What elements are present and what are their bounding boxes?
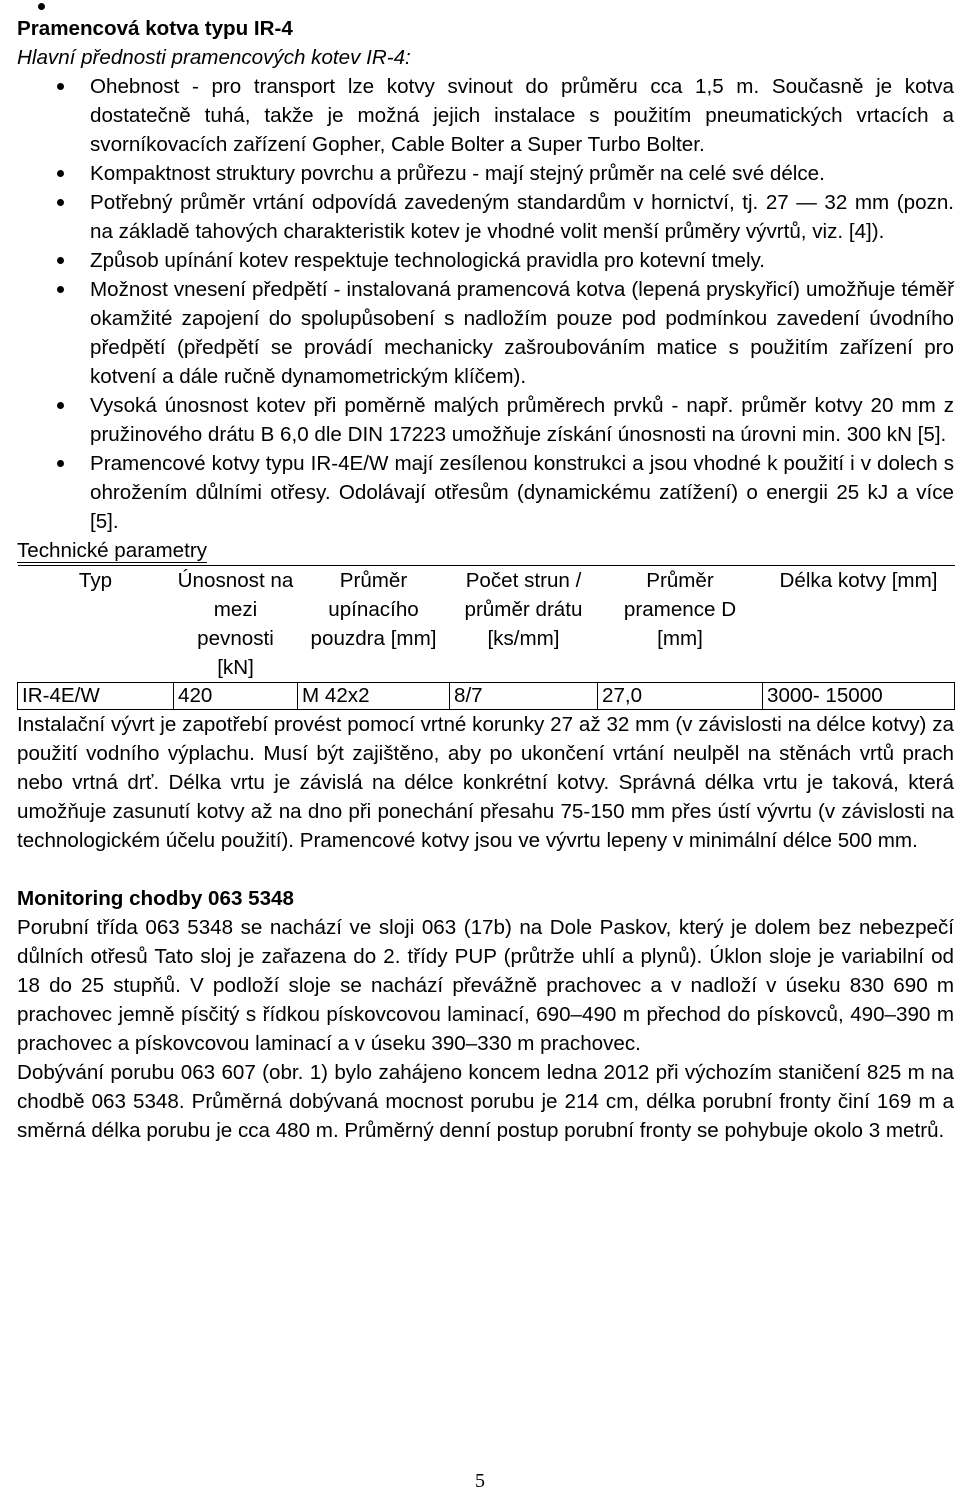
list-item: Kompaktnost struktury povrchu a průřezu - mají stejný průměr na celé své délce. [17, 159, 954, 188]
document-page [17, 14, 954, 1145]
table-header-row [18, 566, 955, 683]
bullet-icon [57, 199, 64, 206]
bullet-icon [57, 402, 64, 409]
parameters-title: Technické parametry [17, 539, 207, 562]
table-cell: 27,0 [598, 683, 763, 710]
bullet-icon [57, 83, 64, 90]
advantages-list [17, 72, 954, 536]
table-cell: M 42x2 [298, 683, 450, 710]
monitoring-paragraph: Dobývání porubu 063 607 (obr. 1) bylo zahájeno koncem ledna 2012 při výchozím staničení 825 m na chodbě 063 5348. Průměrná dobývaná mocnost porubu je 214 cm, délka porubní fronty činí 169 m a směrná délka porubu je cca 480 m. Průměrný denní postup porubní fronty se pohybuje okolo 3 metrů. [17, 1061, 954, 1142]
parameters-table [17, 565, 955, 710]
bullet-icon [38, 3, 45, 10]
table-cell: 3000- 15000 [763, 683, 955, 710]
spacer [17, 855, 954, 884]
column-header: Počet strun / průměr drátu [ks/mm] [450, 566, 598, 683]
list-item: Potřebný průměr vrtání odpovídá zavedeným standardům v hornictví, tj. 27 — 32 mm (pozn. na základě tahových charakteristik kotev je vhodné volit menší průměry vývrtů, viz. [4]). [17, 188, 954, 246]
list-item: Ohebnost - pro transport lze kotvy svinout do průměru cca 1,5 m. Současně je kotva dostatečně tuhá, takže je možná jejich instalace s použitím pneumatických vrtacích a svorníkovacích zařízení Gopher, Cable Bolter a Super Turbo Bolter. [17, 72, 954, 159]
list-item: Pramencové kotvy typu IR-4E/W mají zesílenou konstrukci a jsou vhodné k použití i v dolech s ohrožením důlními otřesy. Odolávají otřesům (dynamickému zatížení) o energii 25 kJ a více [5]. [17, 449, 954, 536]
page-number: 5 [475, 1470, 485, 1492]
column-header: Délka kotvy [mm] [763, 566, 955, 683]
advantages-subtitle: Hlavní přednosti pramencových kotev IR-4: [17, 46, 411, 69]
section-title-monitoring: Monitoring chodby 063 5348 [17, 887, 294, 910]
bullet-icon [57, 460, 64, 467]
column-header: Průměr upínacího pouzdra [mm] [298, 566, 450, 683]
monitoring-paragraph: Porubní třída 063 5348 se nachází ve sloji 063 (17b) na Dole Paskov, který je dolem bez nebezpečí důlních otřesů Tato sloj je zařazena do 2. třídy PUP (průtrže uhlí a plynů). Úklon sloje je variabilní od 18 do 25 stupňů. V podloží sloje se nachází převážně prachovec a v nadloží v úseku 830 690 m prachovec jemně písčitý s řídkou pískovcovou laminací, 690–490 m přechod do pískovců, 490–390 m prachovec a pískovcovou laminací a v úseku 390–330 m prachovec. [17, 916, 954, 1055]
bullet-icon [57, 286, 64, 293]
table-cell: IR-4E/W [18, 683, 174, 710]
column-header: Průměr pramence D [mm] [598, 566, 763, 683]
installation-paragraph: Instalační vývrt je zapotřebí provést pomocí vrtné korunky 27 až 32 mm (v závislosti na délce kotvy) za použití vodního výplachu. Musí být zajištěno, aby po ukončení vrtání neulpěl na stěnách vrtů prach nebo vrtná drť. Délka vrtu je závislá na délce konkrétní kotvy. Správná délka vrtu je taková, která umožňuje zasunutí kotvy až na dno při ponechání přesahu 75-150 mm přes ústí vývrtu (v závislosti na technologickém účelu použití). Pramencové kotvy jsou ve vývrtu lepeny v minimální délce 500 mm. [17, 713, 954, 852]
table-row [18, 683, 955, 710]
list-item: Způsob upínání kotev respektuje technologická pravidla pro kotevní tmely. [17, 246, 954, 275]
section-title-anchor: Pramencová kotva typu IR-4 [17, 17, 293, 40]
list-item: Možnost vnesení předpětí - instalovaná pramencová kotva (lepená pryskyřicí) umožňuje téměř okamžité zapojení do spolupůsobení s nadložím pouze pod podmínkou zavedení úvodního předpětí (předpětí se provádí mechanicky zašroubováním matice s použitím zařízení pro kotvení a dále ručně dynamometrickým klíčem). [17, 275, 954, 391]
bullet-icon [57, 257, 64, 264]
column-header: Únosnost na mezi pevnosti [kN] [174, 566, 298, 683]
column-header: Typ [18, 566, 174, 683]
list-item: Vysoká únosnost kotev při poměrně malých průměrech prvků - např. průměr kotvy 20 mm z pružinového drátu B 6,0 dle DIN 17223 umožňuje získání únosnosti na úrovni min. 300 kN [5]. [17, 391, 954, 449]
table-cell: 8/7 [450, 683, 598, 710]
bullet-icon [57, 170, 64, 177]
table-cell: 420 [174, 683, 298, 710]
